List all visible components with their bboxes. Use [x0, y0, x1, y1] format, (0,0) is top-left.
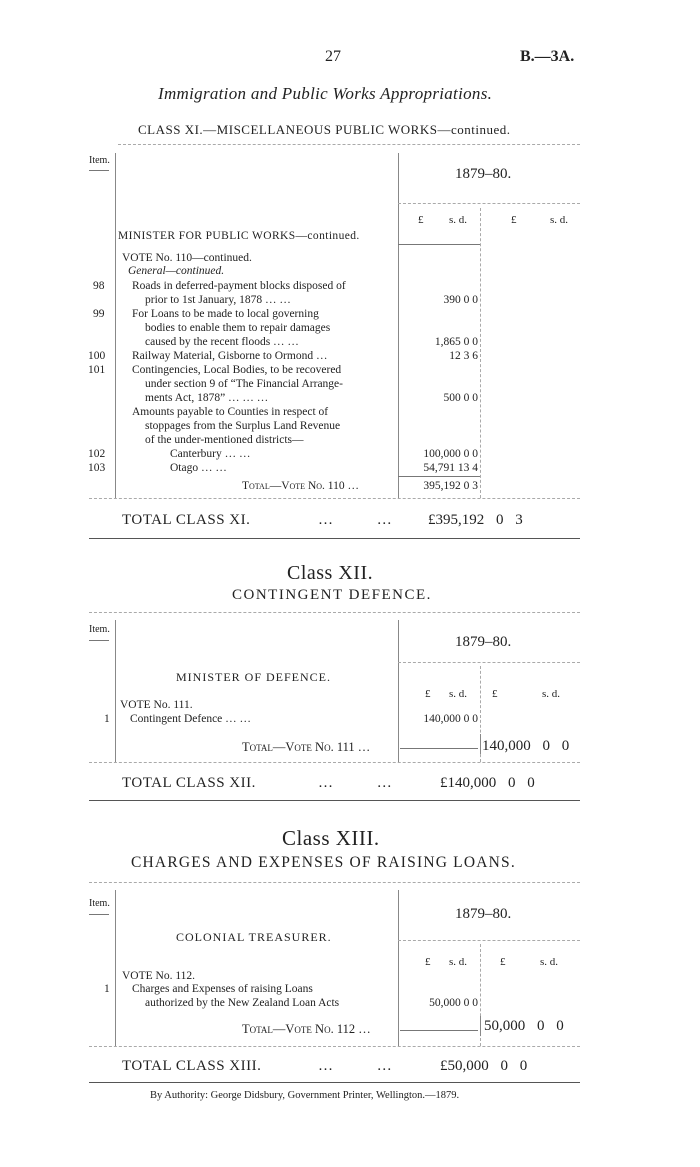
year-header: 1879–80. — [455, 634, 512, 650]
item-amount: 12 3 6 — [449, 350, 478, 362]
column-rule — [398, 890, 399, 1046]
class-total-label: TOTAL CLASS XIII. — [122, 1058, 262, 1074]
item-amount: 1,865 0 0 — [434, 336, 478, 348]
column-rule — [115, 153, 116, 498]
item-column-label: Item. — [89, 155, 110, 166]
vote-total-label: Total—Vote No. 110 … — [242, 480, 359, 492]
divider — [89, 640, 109, 641]
minister-heading: COLONIAL TREASURER. — [176, 930, 332, 944]
divider — [89, 882, 580, 883]
column-rule — [480, 1016, 481, 1036]
vote-total-label: Total—Vote No. 112 … — [242, 1022, 371, 1036]
item-amount: 54,791 13 4 — [423, 462, 478, 474]
item-description: Roads in deferred-payment blocks disposed of — [132, 280, 346, 292]
column-rule — [115, 620, 116, 762]
class-xiii-title: Class XIII. — [282, 826, 380, 850]
class-total-amount: £395,192 0 3 — [428, 512, 523, 528]
item-number: 1 — [104, 713, 110, 725]
item-description: For Loans to be made to local governing — [132, 308, 319, 320]
column-rule — [398, 153, 399, 498]
class-total-label: TOTAL CLASS XII. — [122, 775, 256, 791]
item-column-label: Item. — [89, 624, 110, 635]
divider — [89, 914, 109, 915]
item-description: bodies to enable them to repair damages — [145, 322, 331, 334]
minister-heading: MINISTER OF DEFENCE. — [176, 670, 332, 684]
class-xii-subtitle: CONTINGENT DEFENCE. — [232, 587, 432, 603]
item-amount: 100,000 0 0 — [423, 448, 478, 460]
divider — [398, 203, 580, 204]
vote-heading: VOTE No. 111. — [120, 699, 193, 711]
pound-header: £ — [425, 688, 431, 700]
item-description: authorized by the New Zealand Loan Acts — [145, 997, 340, 1009]
divider — [89, 762, 580, 763]
page-number: 27 — [325, 48, 341, 65]
running-title: Immigration and Public Works Appropriations. — [158, 84, 493, 103]
vote-total-amount: 395,192 0 3 — [423, 480, 478, 492]
item-number: 1 — [104, 983, 110, 995]
column-rule — [480, 208, 481, 498]
item-number: 98 — [93, 280, 105, 292]
divider — [398, 476, 480, 477]
divider — [398, 662, 580, 663]
divider — [89, 538, 580, 539]
pound-header: £ — [500, 956, 506, 968]
divider — [89, 800, 580, 801]
item-description: Railway Material, Gisborne to Ormond … — [132, 350, 328, 362]
divider — [89, 170, 109, 171]
class-total-dots: … … — [318, 775, 392, 791]
sd-header: s. d. — [449, 688, 468, 700]
sd-header: s. d. — [449, 214, 468, 226]
vote-heading: VOTE No. 110—continued. — [122, 252, 252, 264]
item-description: stoppages from the Surplus Land Revenue — [145, 420, 341, 432]
pound-header: £ — [418, 214, 424, 226]
item-column-label: Item. — [89, 898, 110, 909]
item-number: 103 — [88, 462, 106, 474]
minister-heading: MINISTER FOR PUBLIC WORKS—continued. — [118, 230, 360, 242]
column-rule — [480, 734, 481, 754]
class-xi-heading: CLASS XI.—MISCELLANEOUS PUBLIC WORKS—continued. — [138, 122, 511, 137]
column-rule — [398, 620, 399, 762]
divider — [89, 498, 580, 499]
printer-footer: By Authority: George Didsbury, Government Printer, Wellington.—1879. — [150, 1090, 460, 1101]
divider — [400, 1030, 478, 1031]
item-description: Charges and Expenses of raising Loans — [132, 983, 313, 995]
item-number: 101 — [88, 364, 106, 376]
class-xii-title: Class XII. — [287, 562, 374, 584]
sd-header: s. d. — [540, 956, 559, 968]
class-total-amount: £50,000 0 0 — [440, 1058, 528, 1074]
divider — [89, 612, 580, 613]
vote-total-label: Total—Vote No. 111 … — [242, 740, 371, 754]
sd-header: s. d. — [542, 688, 561, 700]
divider — [398, 940, 580, 941]
year-header: 1879–80. — [455, 906, 512, 922]
vote-heading: VOTE No. 112. — [122, 970, 196, 982]
year-header: 1879–80. — [455, 166, 512, 182]
divider — [89, 1046, 580, 1047]
divider — [89, 1082, 580, 1083]
class-total-label: TOTAL CLASS XI. — [122, 512, 251, 528]
item-amount: 500 0 0 — [443, 392, 478, 404]
vote-total-amount: 50,000 0 0 — [484, 1018, 564, 1034]
divider — [398, 244, 480, 245]
column-rule — [115, 890, 116, 1046]
item-amount: 50,000 0 0 — [429, 997, 478, 1009]
divider — [118, 144, 580, 145]
class-total-dots: … … — [318, 512, 392, 528]
item-description: prior to 1st January, 1878 … … — [145, 294, 291, 306]
item-description: caused by the recent floods … … — [145, 336, 299, 348]
sd-header: s. d. — [550, 214, 569, 226]
item-description: Contingent Defence … … — [130, 713, 252, 725]
item-number: 102 — [88, 448, 106, 460]
vote-total-amount: 140,000 0 0 — [482, 738, 570, 754]
class-total-amount: £140,000 0 0 — [440, 775, 535, 791]
document-code: B.—3A. — [520, 48, 575, 65]
item-description: Canterbury … … — [170, 448, 251, 460]
pound-header: £ — [425, 956, 431, 968]
class-xiii-subtitle: CHARGES AND EXPENSES OF RAISING LOANS. — [131, 854, 516, 871]
item-number: 100 — [88, 350, 106, 362]
class-total-dots: … … — [318, 1058, 392, 1074]
divider — [400, 748, 478, 749]
general-heading: General—continued. — [128, 265, 225, 277]
pound-header: £ — [492, 688, 498, 700]
sd-header: s. d. — [449, 956, 468, 968]
item-amount: 390 0 0 — [443, 294, 478, 306]
item-description: Amounts payable to Counties in respect of — [132, 406, 329, 418]
item-description: of the under-mentioned districts— — [145, 434, 304, 446]
item-number: 99 — [93, 308, 105, 320]
pound-header: £ — [511, 214, 517, 226]
item-description: under section 9 of “The Financial Arrange- — [145, 378, 343, 390]
item-amount: 140,000 0 0 — [423, 713, 478, 725]
item-description: Otago … … — [170, 462, 227, 474]
item-description: ments Act, 1878” … … … — [145, 392, 269, 404]
item-description: Contingencies, Local Bodies, to be recovered — [132, 364, 342, 376]
